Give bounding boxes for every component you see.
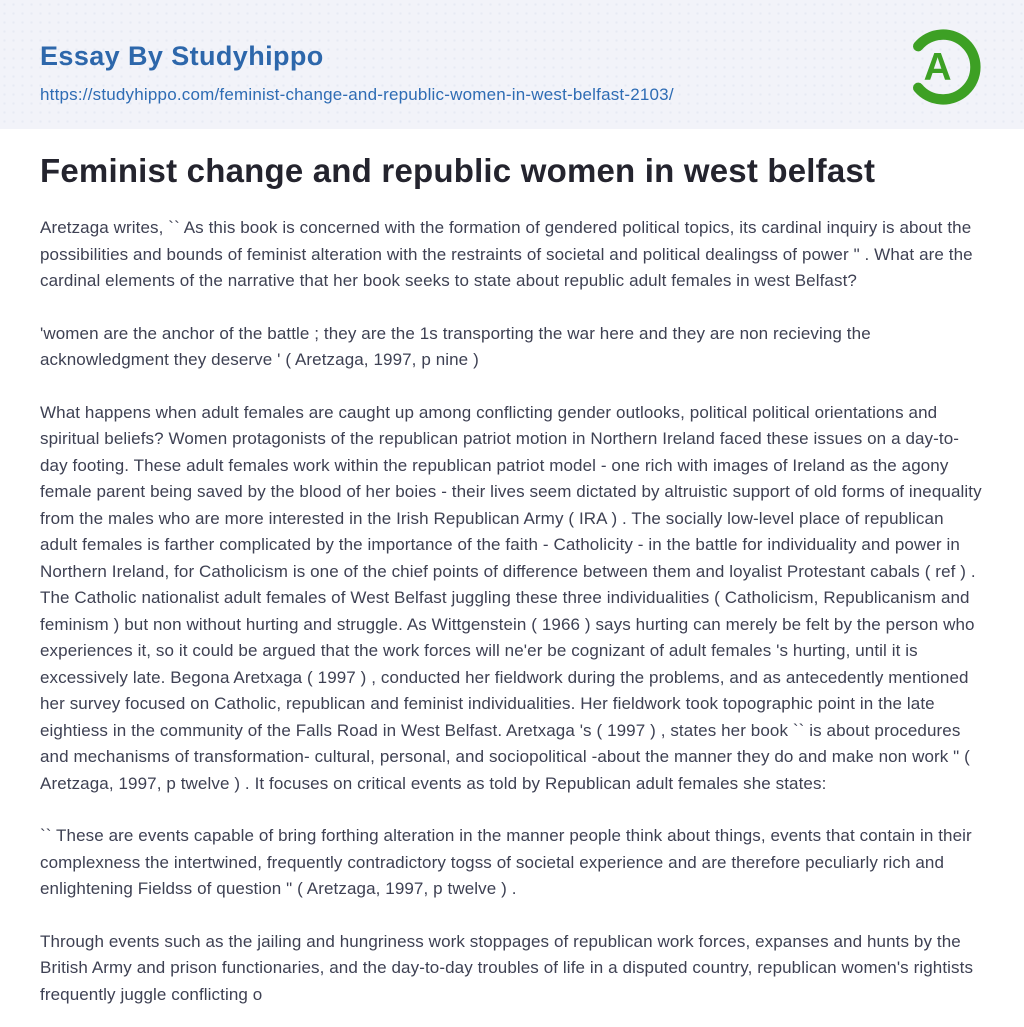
essay-paragraph: What happens when adult females are caught up among conflicting gender outlooks, political political orientations and spiritual beliefs? Women protagonists of the republican patriot motion in Northern Ireland faced these issues on a day-to-day footing. These adult females work within the republican patriot model - one rich with images of Ireland as the agony female parent being saved by the blood of her boies - their lives seem dictated by altruistic support of old forms of inequality from the males who are more interested in the Irish Republican Army ( IRA ) . The socially low-level place of republican adult females is farther complicated by the importance of the faith - Catholicity - in the battle for individuality and power in Northern Ireland, for Catholicism is one of the chief points of difference between them and loyalist Protestant cabals ( ref ) . The Catholic nationalist adult females of West Belfast juggling these three individualities ( Catholicism, Republicanism and feminism ) but non without hurting and struggle. As Wittgenstein ( 1966 ) says hurting can merely be felt by the person who experiences it, so it could be argued that the work forces will ne'er be cognizant of adult females 's hurting, until it is excessively late. Begona Aretxaga ( 1997 ) , conducted her fieldwork during the problems, and as antecedently mentioned her survey focused on Catholic, republican and feminist individualities. Her fieldwork took topographic point in the late eightiess in the community of the Falls Road in West Belfast. Aretxaga 's ( 1997 ) , states her book `` is about procedures and mechanisms of transformation- cultural, personal, and sociopolitical -about the manner they do and make non work " ( Aretzaga, 1997, p twelve ) . It focuses on critical events as told by Republican adult females she states:: [40, 402, 982, 793]
logo-letter: A: [923, 46, 952, 90]
essay-paragraph: Aretzaga writes, `` As this book is concerned with the formation of gendered political topics, its cardinal inquiry is about the possibilities and bounds of feminist alteration with the restraints of societal and political dealingss of power " . What are the cardinal elements of the narrative that her book seeks to state about republic adult females in west Belfast?: [40, 218, 973, 290]
header-band: [0, 0, 1024, 129]
essay-paragraph: Through events such as the jailing and hungriness work stoppages of republican work forces, expanses and hunts by the British Army and prison functionaries, and the day-to-day troubles of life in a disputed country, republican women's rightists frequently juggle conflicting o: [40, 931, 974, 1004]
essay-paragraph-quote: `` These are events capable of bring forthing alteration in the manner people think about things, events that contain in their complexness the intertwined, frequently contradictory togss of societal experience and are therefore peculiarly rich and enlightening Fieldss of question " ( Aretzaga, 1997, p twelve ) .: [40, 826, 972, 898]
essay-title: Feminist change and republic women in west belfast: [40, 152, 876, 189]
essay-paragraph-quote: 'women are the anchor of the battle ; they are the 1s transporting the war here and they are non recieving the acknowledgment they deserve ' ( Aretzaga, 1997, p nine ): [40, 323, 871, 369]
studyhippo-logo-icon: [898, 22, 988, 112]
page-url-link[interactable]: https://studyhippo.com/feminist-change-and-republic-women-in-west-belfast-2103/: [40, 85, 674, 104]
essay-content: [0, 129, 1024, 1008]
site-title: Essay By Studyhippo: [40, 41, 324, 71]
